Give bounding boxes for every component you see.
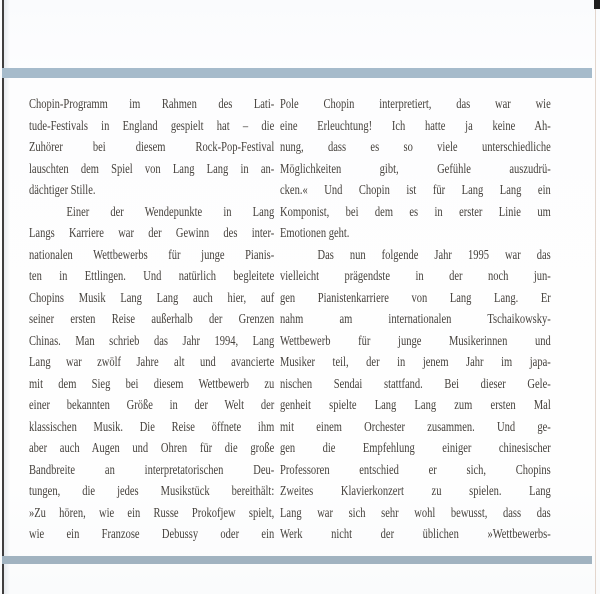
text-line: Komponist, bei dem es in erster Linie um: [280, 204, 551, 220]
text-line: Das nun folgende Jahr 1995 war das: [317, 247, 551, 263]
text-line: Emotionen geht.: [280, 226, 350, 241]
bottom-rule: [2, 556, 592, 564]
text-line: Lang war sich sehr wohl bewusst, dass das: [280, 505, 551, 521]
text-line: tungen, die jedes Musikstück bereithält:: [29, 484, 275, 499]
text-line: »Zu hören, wie ein Russe Prokofjew spielt,: [29, 505, 275, 521]
text-line: einer bekannten Größe in der Welt der: [29, 398, 275, 413]
text-line: Möglichkeiten gibt, Gefühle auszudrü-: [280, 161, 551, 177]
text-line: Musiker teil, der in jenem Jahr im japa-: [280, 355, 551, 370]
text-line: Zweites Klavierkonzert zu spielen. Lang: [280, 484, 551, 499]
text-line: nischen Sendai stattfand. Bei dieser Gele-: [280, 376, 551, 392]
text-line: seiner ersten Reise außerhalb der Grenzen: [29, 312, 275, 327]
left-text-column: [29, 94, 274, 546]
top-rule: [2, 68, 592, 78]
right-text-column: [280, 94, 551, 546]
text-line: Pole Chopin interpretiert, das war wie: [280, 97, 551, 112]
text-line: mit dem Sieg bei diesem Wettbewerb zu: [29, 376, 275, 392]
text-line: dächtiger Stille.: [29, 183, 96, 198]
text-line: wie ein Franzose Debussy oder ein: [29, 527, 275, 542]
text-line: Professoren entschied er sich, Chopins: [280, 462, 551, 478]
text-line: tude-Festivals in England gespielt hat – die: [29, 118, 275, 134]
text-line: Zuhörer bei diesem Rock-Pop-Festival: [29, 140, 275, 155]
text-line: nahm am internationalen Tschaikowsky-: [280, 312, 551, 327]
page-spine-shading: [4, 0, 10, 594]
text-line: Lang war zwölf Jahre alt und avancierte: [29, 355, 275, 370]
text-line: vielleicht prägendste in der noch jun-: [280, 269, 551, 284]
text-line: gen Pianistenkarriere von Lang Lang. Er: [280, 290, 551, 306]
text-line: Chopin-Programm im Rahmen des Lati-: [29, 97, 275, 112]
text-line: mit einem Orchester zusammen. Und ge-: [280, 419, 551, 435]
text-line: klassischen Musik. Die Reise öffnete ihm: [29, 419, 275, 435]
text-line: nationalen Wettbewerbs für junge Pianis-: [29, 247, 275, 263]
text-line: Werk nicht der üblichen »Wettbewerbs-: [280, 527, 551, 542]
text-line: lauschten dem Spiel von Lang Lang in an-: [29, 161, 275, 177]
text-line: Chopins Musik Lang Lang auch hier, auf: [29, 290, 275, 306]
text-line: Bandbreite an interpretatorischen Deu-: [29, 462, 275, 478]
text-line: Wettbewerb für junge Musikerinnen und: [280, 333, 551, 349]
text-line: Chinas. Man schrieb das Jahr 1994, Lang: [29, 333, 275, 349]
text-line: Einer der Wendepunkte in Lang: [66, 204, 275, 220]
page-right-edge: [595, 8, 596, 594]
text-line: gen die Empfehlung einiger chinesischer: [280, 441, 551, 456]
text-line: cken.« Und Chopin ist für Lang Lang ein: [280, 183, 551, 198]
scan-artifact-mark: [594, 0, 600, 9]
text-line: Langs Karriere war der Gewinn des inter-: [29, 226, 275, 241]
text-line: ten in Ettlingen. Und natürlich begleitete: [29, 269, 275, 284]
text-line: nung, dass es so viele unterschiedliche: [280, 140, 551, 155]
text-line: genheit spielte Lang Lang zum ersten Mal: [280, 398, 551, 413]
text-line: eine Erleuchtung! Ich hatte ja keine Ah-: [280, 118, 551, 134]
text-line: aber auch Augen und Ohren für die große: [29, 441, 275, 456]
